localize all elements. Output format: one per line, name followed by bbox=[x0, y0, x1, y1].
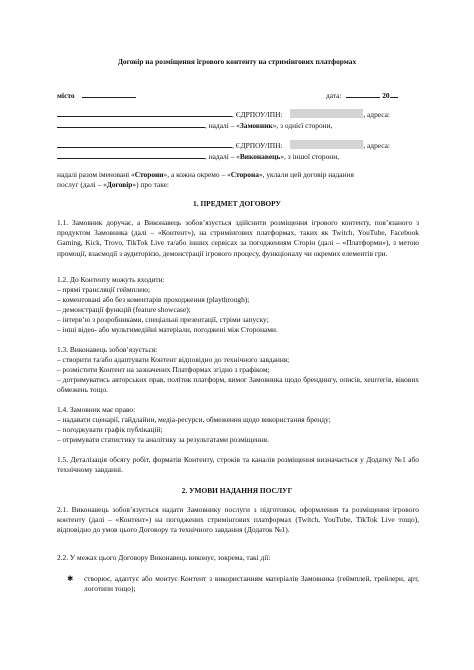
party2-role: Виконавець bbox=[239, 152, 281, 161]
intro-text-h: ») про таке: bbox=[132, 180, 169, 189]
party1-suffix: », з однієї сторони, bbox=[272, 121, 333, 130]
clause-1-5: 1.5. Деталізація обсягу робіт, форматів Контенту, строків та каналів розміщення визначається у Додатку №1 або технічному завданні. bbox=[57, 455, 419, 475]
party2-code-label: , ЄДРПОУ/ІПН: bbox=[232, 141, 283, 150]
clause-2-2-bullet: створює, адаптує або монтує Контент з використанням матеріалів Замовника (геймплей, трейлери, арт, логотипи тощо); bbox=[84, 574, 419, 594]
bullet-icon: ✱ bbox=[67, 574, 74, 583]
date-year: 20 bbox=[382, 91, 390, 100]
intro-line1 bbox=[57, 170, 354, 180]
clause-1-4-item: – погоджувати графік публікацій; bbox=[57, 425, 163, 434]
party1-address-field[interactable] bbox=[57, 119, 205, 128]
party2-address-field[interactable] bbox=[57, 150, 205, 159]
party1-code-field[interactable] bbox=[290, 109, 363, 118]
intro-text-c: », а кожна окремо – « bbox=[163, 170, 231, 179]
clause-1-3-item: – створити та/або адаптувати Контент відповідно до технічного завдання; bbox=[57, 355, 290, 364]
party2-address-label: , адреса: bbox=[363, 141, 390, 150]
intro-text-e: », уклали цей договір надання bbox=[258, 170, 354, 179]
clause-1-2-item: – демонстрації функцій (feature showcase); bbox=[57, 305, 191, 314]
intro-contract-term: Договір bbox=[106, 180, 133, 189]
clause-1-2-item: – інші відео- або мультимедійні матеріали, погоджені між Сторонами. bbox=[57, 325, 278, 334]
party2-code-field[interactable] bbox=[290, 140, 363, 149]
clause-1-4-item: – надавати сценарії, гайдлайни, медіа-ресурси, обмеження щодо використання бренду; bbox=[57, 415, 331, 424]
date-label: дата: bbox=[326, 91, 342, 100]
clause-1-2-item: – коментовані або без коментарів проходження (playthrough); bbox=[57, 295, 250, 304]
city-date-line bbox=[57, 89, 136, 101]
party1-prefix: , надалі – « bbox=[205, 121, 240, 130]
intro-parties-term: Сторони bbox=[134, 170, 164, 179]
clause-1-2-item: – прямі трансляції геймплею; bbox=[57, 285, 151, 294]
party2-line2 bbox=[57, 150, 339, 162]
city-label: місто bbox=[57, 91, 75, 100]
clause-1-1: 1.1. Замовник доручає, а Виконавець зобов’язується здійснити розміщення ігрового контенту, пов’язаного з продуктом Замовника (далі – «Контент»), на стримінгових платформах, таких як Twitch, YouTube, Facebook Gaming, Kick, Trovo, TikTok Live та/або інших сервісах за погодженням Сторін (далі – «Платформи»), з метою промоції, взаємодії з аудиторією, демонстрації ігрового процесу, функціоналу чи окремих елементів гри. bbox=[57, 218, 419, 258]
date-block bbox=[326, 89, 398, 101]
clause-1-2-item: – інтерв’ю з розробниками, спеціальні презентації, стріми запуску; bbox=[57, 315, 269, 324]
party1-line2 bbox=[57, 119, 332, 131]
clause-2-2: 2.2. У межах цього Договору Виконавець виконує, зокрема, такі дії: bbox=[57, 553, 271, 562]
party1-role: Замовник bbox=[239, 121, 273, 130]
party2-suffix: », з іншої сторони, bbox=[280, 152, 340, 161]
intro-text-a: надалі разом іменовані « bbox=[57, 170, 135, 179]
party1-code-label: , ЄДРПОУ/ІПН: bbox=[232, 110, 283, 119]
clause-1-4-title: 1.4. Замовник має право: bbox=[57, 405, 136, 414]
date-field[interactable] bbox=[346, 89, 380, 98]
clause-1-3-title: 1.3. Виконавець зобов’язується: bbox=[57, 345, 158, 354]
clause-2-1: 2.1. Виконавець зобов’язується надати Замовнику послуги з підготовки, оформлення та розміщення ігрового контенту (далі – «Контент») на погоджених стримінгових платформах (Twitch, YouTube, TikTok Live тощо), відповідно до умов цього Договору та технічного завдання (Додаток №1). bbox=[57, 505, 419, 535]
section1-heading: 1. ПРЕДМЕТ ДОГОВОРУ bbox=[193, 199, 281, 208]
clause-1-2-title: 1.2. До Контенту можуть входити: bbox=[57, 275, 165, 284]
intro-line2 bbox=[57, 180, 169, 190]
section2-heading: 2. УМОВИ НАДАННЯ ПОСЛУГ bbox=[181, 486, 293, 495]
intro-text-f: послуг (далі – « bbox=[57, 180, 107, 189]
intro-party-term: Сторона bbox=[230, 170, 259, 179]
city-field[interactable] bbox=[82, 89, 136, 98]
party2-prefix: , надалі – « bbox=[205, 152, 240, 161]
clause-1-3-item: – розмістити Контент на зазначених Платформах згідно з графіком; bbox=[57, 365, 270, 374]
document-title: Договір на розміщення ігрового контенту на стримінгових платформах bbox=[117, 57, 357, 66]
party2-name-field[interactable] bbox=[57, 139, 232, 148]
year-field[interactable] bbox=[390, 89, 398, 98]
party1-name-field[interactable] bbox=[57, 108, 232, 117]
party1-address-label: , адреса: bbox=[363, 110, 390, 119]
clause-1-3-item: – дотримуватись авторських прав, політик платформ, вимог Замовника щодо брендингу, описів, хештегів, вікових обмежень тощо. bbox=[57, 375, 419, 395]
clause-1-4-item: – отримувати статистику та аналітику за результатами розміщення. bbox=[57, 435, 269, 444]
